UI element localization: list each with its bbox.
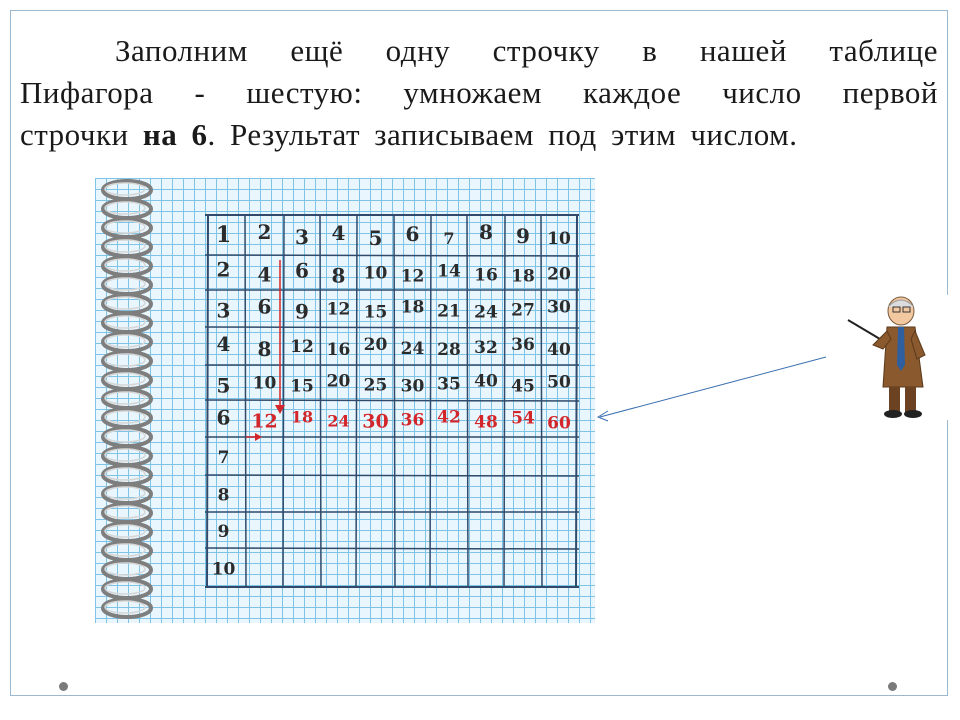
- table-cell: 36: [400, 410, 425, 431]
- table-cell: 5: [368, 226, 383, 250]
- table-column-line: [245, 215, 246, 587]
- row-label-cell: 2: [216, 257, 231, 282]
- table-cell: 28: [437, 340, 461, 360]
- table-cell: 10: [252, 373, 277, 394]
- table-cell: 18: [290, 407, 314, 427]
- intro-line-3-end: . Результат записываем под этим числом.: [207, 117, 798, 152]
- table-cell: 36: [511, 335, 535, 355]
- table-cell: 14: [437, 261, 461, 282]
- table-row-line: [205, 327, 579, 328]
- table-cell: 40: [547, 340, 571, 360]
- table-cell: 20: [363, 335, 388, 355]
- row-label-cell: 8: [217, 485, 230, 506]
- table-cell: 18: [400, 297, 425, 318]
- table-cell: 9: [295, 299, 309, 324]
- table-cell: 30: [547, 297, 571, 318]
- table-cell: 16: [326, 340, 351, 360]
- right-arrow-head: [255, 433, 262, 441]
- table-cell: 27: [511, 300, 535, 321]
- intro-line-2: Пифагора - шестую: умножаем каждое число первой: [20, 75, 938, 110]
- row-label-cell: 10: [211, 559, 236, 580]
- table-cell: 12: [251, 410, 278, 433]
- table-cell: 12: [290, 337, 314, 357]
- table-cell: 18: [511, 266, 535, 287]
- table-cell: 10: [363, 263, 388, 284]
- table-cell: 4: [331, 221, 346, 245]
- table-cell: 42: [437, 407, 461, 428]
- table-cell: 24: [327, 411, 350, 431]
- row-label-cell: 4: [216, 332, 231, 356]
- row-label-cell: 5: [216, 373, 231, 398]
- table-cell: 8: [257, 337, 272, 361]
- table-cell: 16: [474, 265, 498, 286]
- table-column-line: [283, 215, 284, 587]
- row-label-cell: 7: [217, 448, 230, 468]
- table-cell: 12: [400, 266, 425, 287]
- table-cell: 32: [474, 338, 498, 358]
- table-cell: 45: [511, 376, 535, 397]
- intro-line-3-start: строчки: [20, 117, 143, 152]
- table-cell: 6: [405, 222, 420, 246]
- row-label-cell: 9: [217, 522, 230, 542]
- table-cell: 35: [437, 374, 461, 395]
- table-cell: 40: [474, 371, 498, 392]
- intro-line-1: Заполним ещё одну строчку в нашей таблице: [115, 33, 938, 68]
- bottom-right-dot: [888, 682, 897, 691]
- row-label-cell: 6: [216, 405, 231, 430]
- table-cell: 6: [295, 258, 309, 283]
- table-cell: 4: [257, 262, 272, 287]
- table-cell: 48: [474, 412, 498, 433]
- table-cell: 60: [547, 413, 571, 434]
- table-cell: 15: [363, 302, 388, 323]
- bottom-left-dot: [59, 682, 68, 691]
- table-cell: 20: [326, 371, 351, 392]
- table-cell: 3: [295, 225, 309, 249]
- table-cell: 30: [362, 410, 389, 433]
- table-cell: 21: [437, 301, 461, 322]
- table-cell: 24: [474, 302, 498, 323]
- table-cell: 8: [479, 220, 493, 244]
- row-label-cell: 3: [216, 298, 231, 323]
- table-row-line: [205, 548, 579, 549]
- table-cell: 7: [443, 229, 455, 248]
- table-row-line: [205, 400, 579, 401]
- table-cell: 8: [331, 263, 346, 288]
- table-cell: 25: [363, 375, 388, 396]
- table-cell: 54: [511, 408, 535, 429]
- table-cell: 24: [400, 339, 425, 359]
- table-cell: 2: [257, 220, 272, 244]
- table-cell: 9: [516, 224, 530, 248]
- row-label-cell: 1: [215, 222, 232, 248]
- teacher-pointer-icon: [843, 295, 958, 420]
- table-column-line: [207, 215, 208, 587]
- pointer-arrow: [598, 357, 826, 421]
- table-cell: 12: [326, 299, 351, 320]
- intro-bold-multiplier: на 6: [142, 117, 208, 152]
- table-cell: 20: [547, 264, 571, 285]
- table-cell: 10: [547, 229, 571, 249]
- table-row-line: [205, 475, 579, 476]
- table-cell: 6: [257, 294, 272, 319]
- table-cell: 50: [547, 372, 571, 393]
- table-row-line: [205, 255, 579, 256]
- table-cell: 30: [400, 376, 425, 397]
- table-cell: 15: [290, 376, 314, 397]
